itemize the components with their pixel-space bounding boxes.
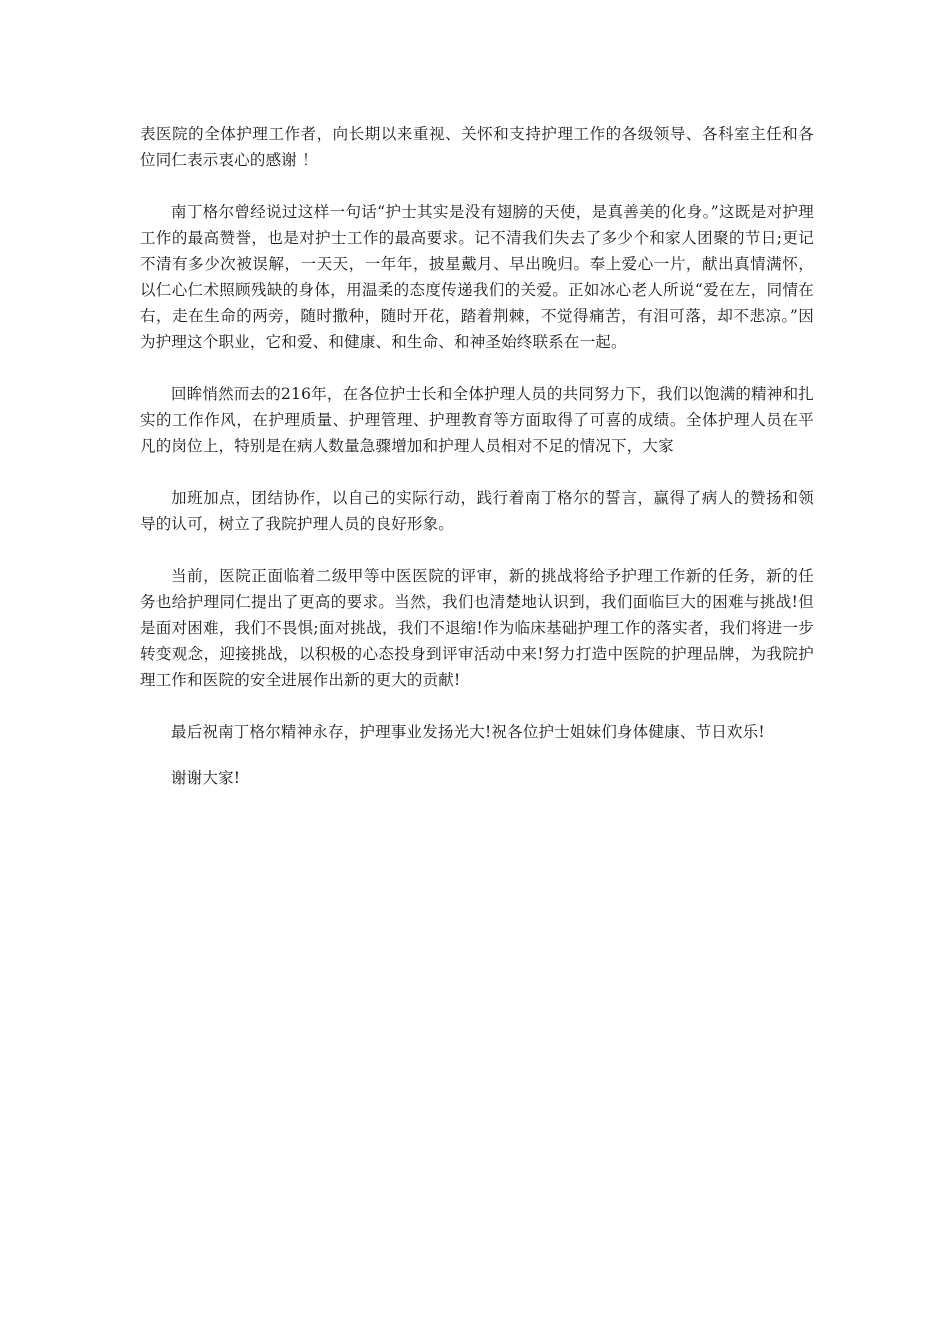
paragraph-year-review: 回眸悄然而去的216年，在各位护士长和全体护理人员的共同努力下，我们以饱满的精神和扎实的工作作风，在护理质量、护理管理、护理教育等方面取得了可喜的成绩。全体护理人员在平凡的岗位上，特别是在病人数量急骤增加和护理人员相对不足的情况下，大家 [140, 385, 814, 455]
paragraph-nightingale-quote: 南丁格尔曾经说过这样一句话“护士其实是没有翅膀的天使，是真善美的化身。”这既是对护理工作的最高赞誉，也是对护士工作的最高要求。记不清我们失去了多少个和家人团聚的节日;更记不清有多少次被误解，一天天，一年年，披星戴月、早出晚归。奉上爱心一片，献出真情满怀，以仁心仁术照顾残缺的身体，用温柔的态度传递我们的关爱。正如冰心老人所说“爱在左，同情在右，走在生命的两旁，随时撒种，随时开花，踏着荆棘，不觉得痛苦，有泪可落，却不悲凉。”因为护理这个职业，它和爱、和健康、和生命、和神圣始终联系在一起。 [140, 203, 814, 351]
paragraph-thank-you: 谢谢大家! [171, 769, 241, 787]
paragraph-overtime-teamwork: 加班加点，团结协作，以自己的实际行动，践行着南丁格尔的誓言，赢得了病人的赞扬和领导的认可，树立了我院护理人员的良好形象。 [140, 489, 814, 533]
paragraph-thanks-intro: 表医院的全体护理工作者，向长期以来重视、关怀和支持护理工作的各级领导、各科室主任和各位同仁表示衷心的感谢 ！ [140, 125, 814, 169]
paragraph-closing-wishes: 最后祝南丁格尔精神永存，护理事业发扬光大!祝各位护士姐妹们身体健康、节日欢乐! [171, 723, 765, 741]
document-body [140, 121, 814, 817]
paragraph-hospital-review: 当前，医院正面临着二级甲等中医医院的评审，新的挑战将给予护理工作新的任务，新的任务也给护理同仁提出了更高的要求。当然，我们也清楚地认识到，我们面临巨大的困难与挑战!但是面对困难，我们不畏惧;面对挑战，我们不退缩!作为临床基础护理工作的落实者，我们将进一步转变观念，迎接挑战，以积极的心态投身到评审活动中来!努力打造中医院的护理品牌，为我院护理工作和医院的安全进展作出新的更大的贡献! [140, 567, 814, 689]
